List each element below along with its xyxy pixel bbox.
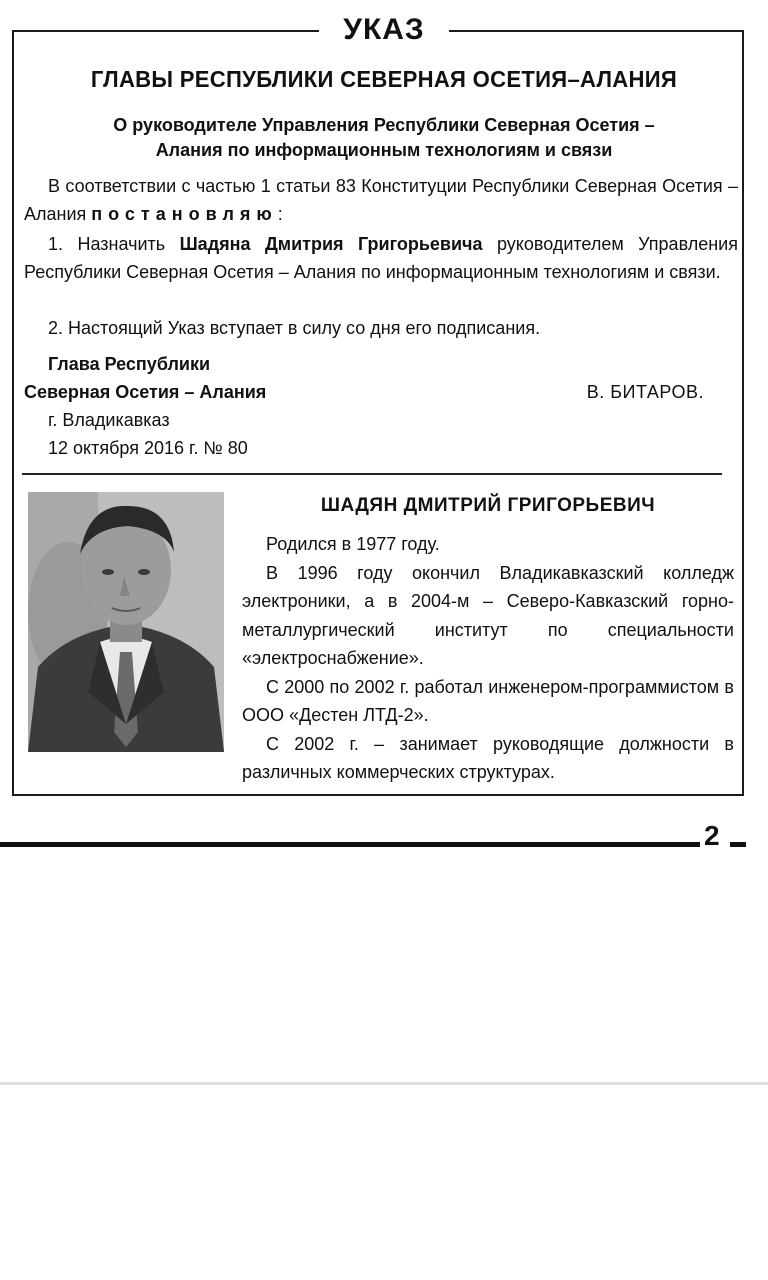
paragraph-2-end: руководителем Управления Республики Северная Осетия – Алания по информационным технологиям и связи. [24,234,738,282]
decree-heading: ГЛАВЫ РЕСПУБЛИКИ СЕВЕРНАЯ ОСЕТИЯ–АЛАНИЯ [90,66,678,92]
bio-text [242,530,734,787]
subheading-line-1: О руководителе Управления Республики Северная Осетия – [113,115,655,135]
bio-line-1 [242,530,734,559]
subheading-line-2: Алания по информационным технологиям и связи [155,140,613,160]
signature-line [24,378,704,406]
decree-header [0,10,768,50]
signature-region: Северная Осетия – Алания [24,382,267,402]
paragraph-1-end: : [277,204,283,224]
paragraph-1-spaced: постановляю [91,204,278,224]
page-number-bar [730,842,746,847]
bio-line-2 [242,559,734,673]
paragraph-1-text: В соответствии с частью 1 статьи 83 Конституции Республики Северная Осетия – Алания [24,176,738,224]
bio-line-4 [242,730,734,787]
decree-paragraph-1 [24,172,738,228]
page-number: 2 [704,820,720,851]
portrait-photo [28,492,224,752]
page-bottom-rule [0,842,700,847]
section-divider [22,473,722,475]
signature-title: Глава Республики [48,354,211,374]
bio-line-1-text: Родился в 1977 году. [266,534,440,554]
viewer-separator [0,1082,768,1085]
appointee-name: Шадяна Дмитрия Григорьевича [179,234,483,254]
bio-name: ШАДЯН ДМИТРИЙ ГРИГОРЬЕВИЧ [320,495,656,516]
bio-line-3 [242,673,734,730]
bio-line-2-text: В 1996 году окончил Владикавказский колледж электроники, а в 2004-м – Северо-Кавказский горно-металлургический институт по специальности «электроснабжение». [242,562,734,668]
paragraph-2-start: 1. Назначить [48,234,166,254]
decree-header-text: УКАЗ [319,13,448,46]
bio-line-4-text: С 2002 г. – занимает руководящие должности в различных коммерческих структурах. [242,733,734,782]
decree-subheading [24,113,744,163]
decree-paragraph-3 [24,314,738,342]
paragraph-3-text: 2. Настоящий Указ вступает в силу со дня его подписания. [48,318,541,338]
signature-name: В. БИТАРОВ. [586,382,704,402]
decree-paragraph-2 [24,230,738,286]
decree-date-number: 12 октября 2016 г. № 80 [48,438,248,458]
decree-place: г. Владикавказ [48,410,170,430]
portrait-illustration [28,492,224,752]
bio-line-3-text: С 2000 по 2002 г. работал инженером-программистом в ООО «Дестен ЛТД-2». [242,676,734,725]
